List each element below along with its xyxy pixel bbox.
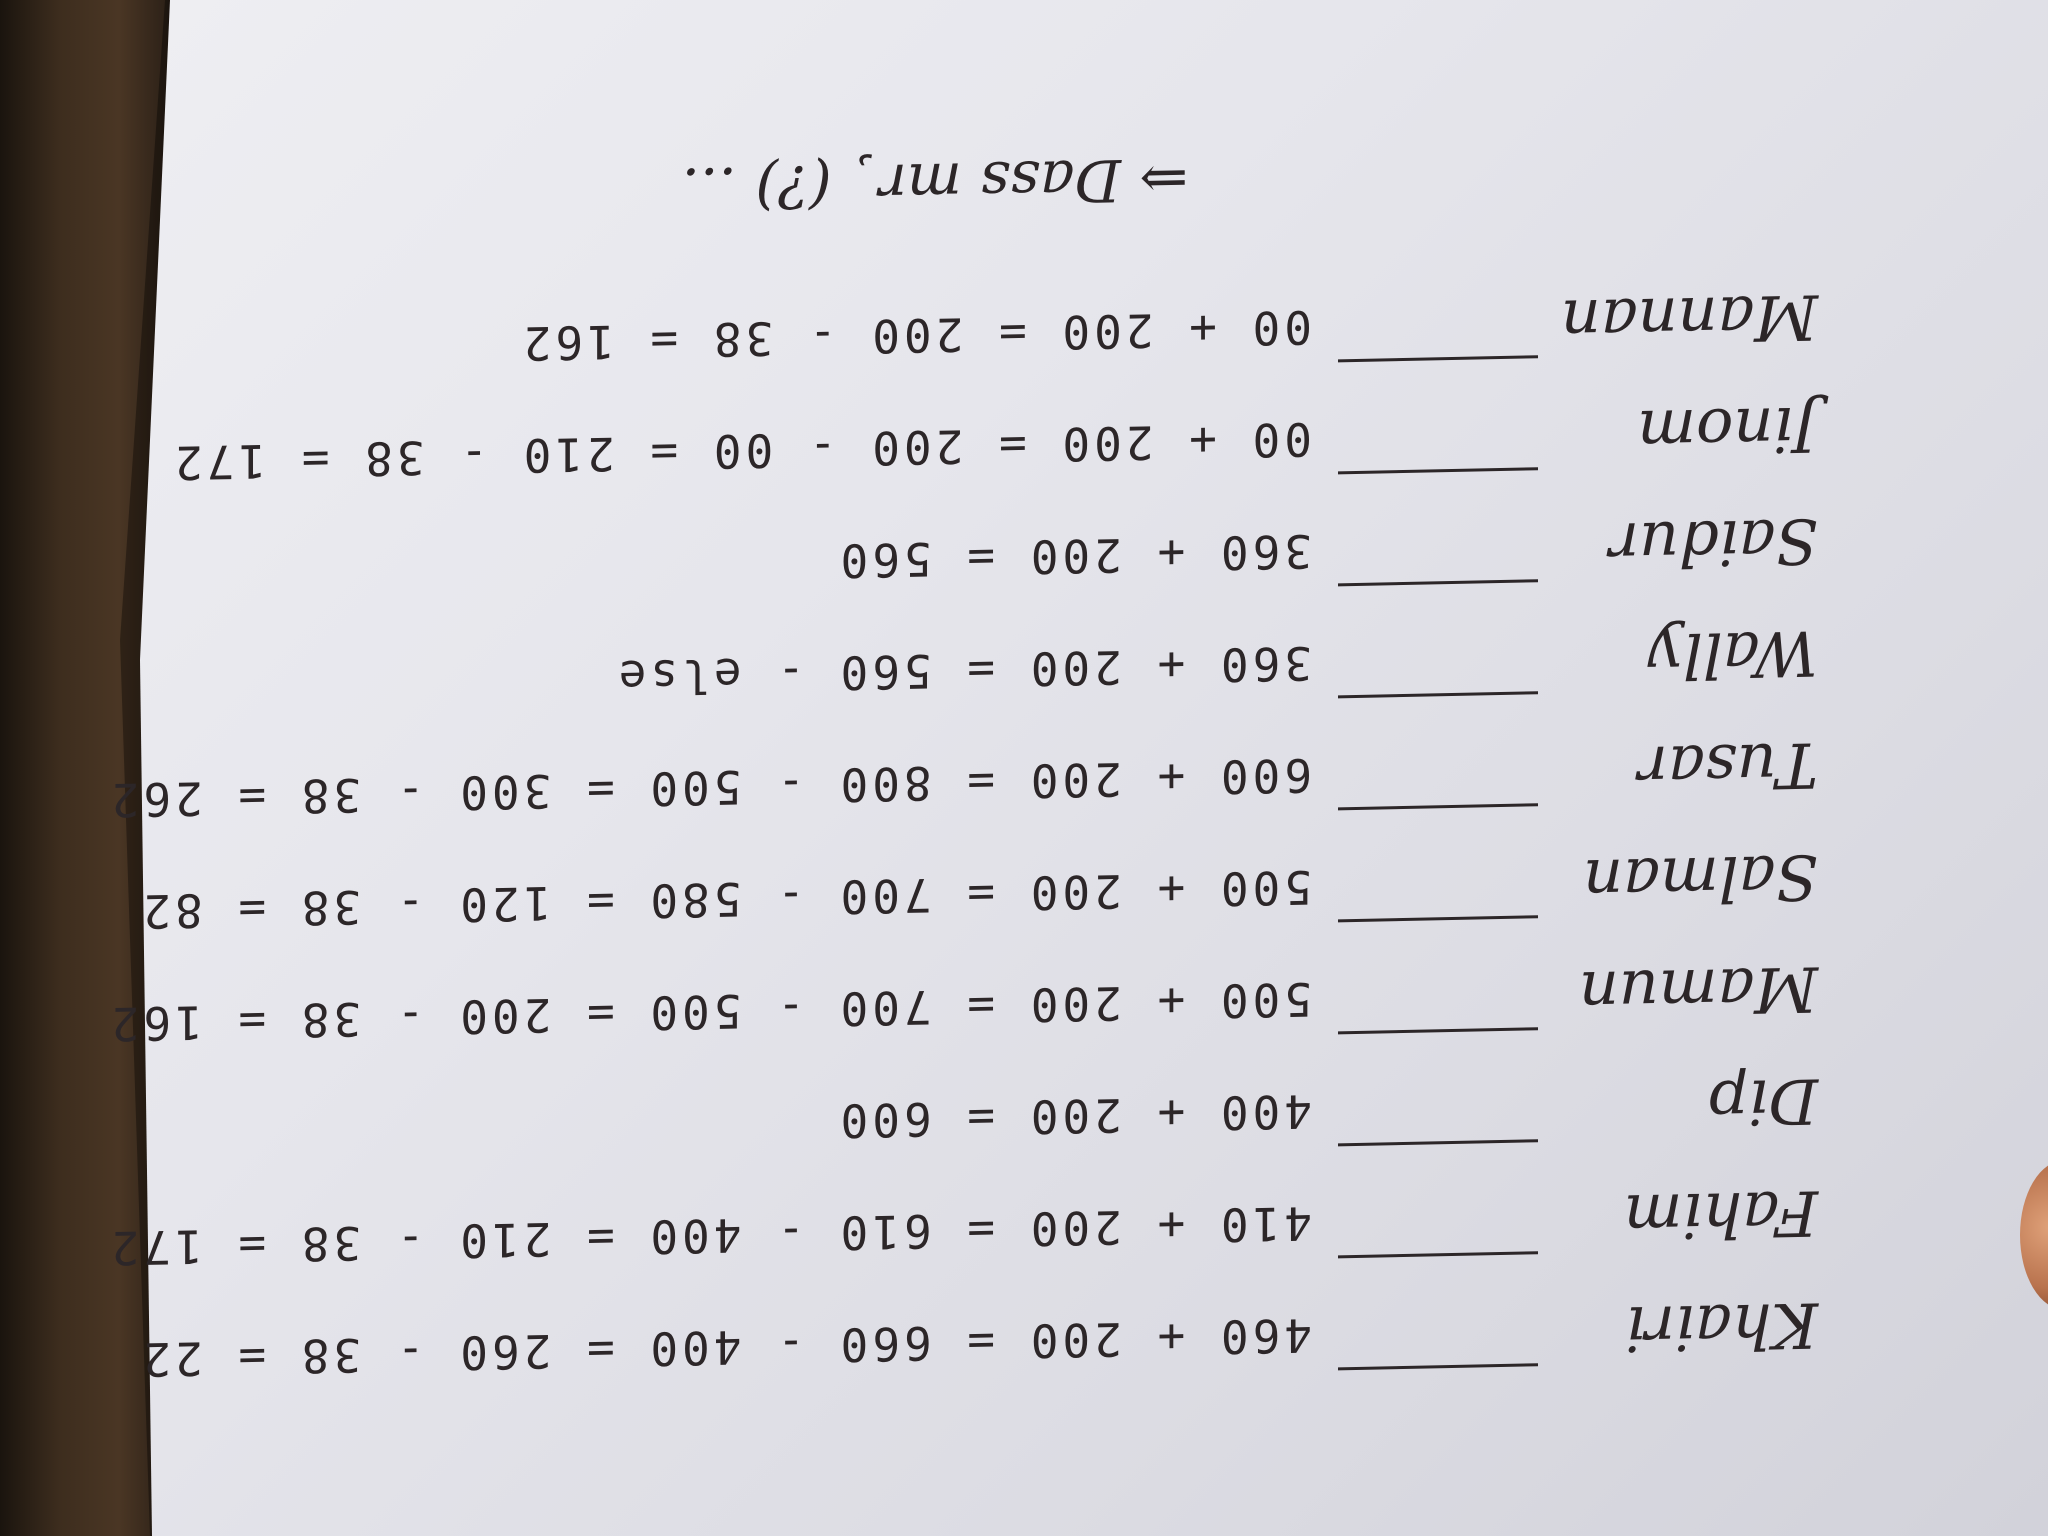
entry-name: Fahim [1623, 1176, 1818, 1254]
entry-calculation: 500 + 200 = 700 - 580 = 120 - 38 = 82 [139, 859, 1312, 939]
entry-name: Saidur [1609, 504, 1818, 582]
note-entry [107, 943, 1818, 1069]
entry-name: Wally [1648, 616, 1818, 693]
entry-calculation: 600 + 200 = 800 - 500 = 300 - 38 = 262 [107, 747, 1312, 828]
entry-calculation: 410 + 200 = 610 - 400 = 210 - 38 = 172 [107, 1195, 1312, 1276]
note-entry [118, 607, 1818, 733]
note-entry [107, 1167, 1818, 1293]
entry-name: Jinom [1637, 392, 1818, 470]
entry-dash [1338, 1139, 1538, 1146]
note-entry [118, 495, 1818, 621]
entry-name: Mannan [1560, 280, 1818, 359]
note-entry [118, 1279, 1818, 1405]
entry-dash [1338, 1251, 1538, 1258]
entry-calculation: 500 + 200 = 700 - 500 = 200 - 38 = 162 [107, 971, 1312, 1052]
entry-dash [1338, 579, 1538, 586]
entry-dash [1338, 467, 1538, 474]
note-entry [118, 271, 1818, 397]
note-entry [118, 383, 1818, 509]
entry-name: Dip [1708, 1064, 1818, 1140]
entry-name: Mamun [1578, 952, 1818, 1031]
entry-name: Salman [1583, 840, 1818, 919]
entry-calculation: 360 + 200 = 560 [836, 523, 1312, 588]
entry-dash [1338, 355, 1538, 362]
entry-dash [1338, 1027, 1538, 1034]
entry-dash [1338, 915, 1538, 922]
entry-calculation: 400 + 200 = 600 [836, 1083, 1312, 1148]
entry-dash [1338, 691, 1538, 698]
entry-calculation: 360 + 200 = 560 - else [614, 635, 1312, 705]
entry-name: Khairi [1625, 1288, 1818, 1366]
entry-calculation: 00 + 200 = 200 - 00 = 210 - 38 = 172 [171, 411, 1312, 490]
entry-calculation: 460 + 200 = 660 - 400 = 260 - 38 = 22 [139, 1307, 1312, 1387]
entry-calculation: 00 + 200 = 200 - 38 = 162 [519, 299, 1312, 371]
note-entry [118, 1055, 1818, 1181]
entry-dash [1338, 1363, 1538, 1370]
note-entry [107, 719, 1818, 845]
entry-dash [1338, 803, 1538, 810]
entry-name: Tusar [1638, 728, 1818, 806]
note-heading: ⇒ Dass mr¸ (?) ... [681, 144, 1188, 224]
note-entry [118, 831, 1818, 957]
